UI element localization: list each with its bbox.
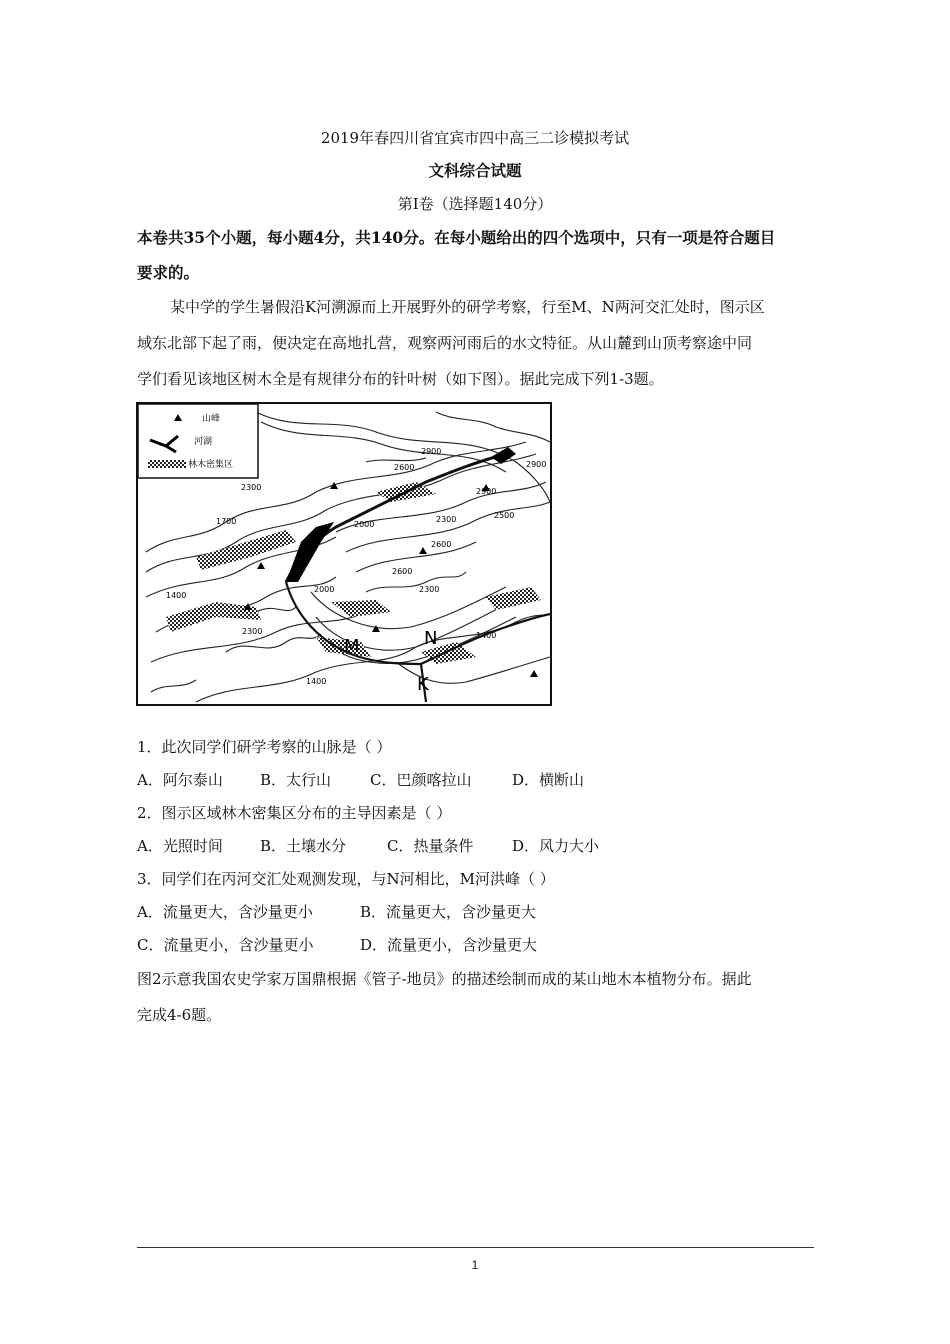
contour-label: 1400	[476, 631, 497, 640]
contour-label: 2300	[242, 627, 263, 636]
river-label-k: K	[417, 674, 429, 695]
q1-option-d[interactable]: D．横断山	[512, 771, 585, 789]
question-1-stem: 1．此次同学们研学考察的山脉是（ ）	[137, 738, 392, 756]
footer-divider	[137, 1247, 814, 1248]
page-number: 1	[471, 1258, 479, 1272]
q1-option-a[interactable]: A．阿尔泰山	[137, 771, 223, 789]
q3-option-c[interactable]: C．流量更小，含沙量更小	[137, 936, 314, 954]
contour-label: 2900	[421, 447, 442, 456]
q3-option-b[interactable]: B．流量更大，含沙量更大	[360, 903, 537, 921]
instructions-line-1: 本卷共35个小题，每小题4分，共140分。在每小题给出的四个选项中，只有一项是符合题目	[137, 228, 776, 247]
question-3-options-row-2	[137, 935, 817, 955]
contour-label: 2600	[392, 567, 413, 576]
contour-label: 2600	[431, 540, 452, 549]
contour-label: 2600	[394, 463, 415, 472]
contour-label: 2000	[354, 520, 375, 529]
question-2-options	[137, 836, 817, 856]
contour-label: 2500	[494, 511, 515, 520]
contour-label: 1400	[306, 677, 327, 686]
contour-label: 2900	[476, 487, 497, 496]
q1-option-c[interactable]: C．巴颜喀拉山	[370, 771, 472, 789]
contour-label: 2300	[436, 515, 457, 524]
q2-option-b[interactable]: B．土壤水分	[260, 837, 347, 855]
q3-option-a[interactable]: A．流量更大，含沙量更小	[137, 903, 313, 921]
passage1-line-1: 某中学的学生暑假沿K河溯源而上开展野外的研学考察，行至M、N两河交汇处时，图示区	[170, 298, 765, 316]
q2-option-a[interactable]: A．光照时间	[137, 837, 223, 855]
topographic-map	[136, 402, 552, 706]
contour-label: 2300	[419, 585, 440, 594]
q3-option-d[interactable]: D．流量更小，含沙量更大	[360, 936, 538, 954]
contour-label: 2300	[241, 483, 262, 492]
passage2-line-1: 图2示意我国农史学家万国鼎根据《管子-地员》的描述绘制而成的某山地木本植物分布。据此	[137, 970, 752, 988]
question-3-options-row-1	[137, 902, 817, 922]
contour-label: 1700	[216, 517, 237, 526]
contour-label: 2900	[526, 460, 547, 469]
river-label-n: N	[424, 628, 438, 649]
subject-title: 文科综合试题	[428, 161, 522, 180]
question-1-options	[137, 770, 817, 790]
passage1-line-3: 学们看见该地区树木全是有规律分布的针叶树（如下图）。据此完成下列1-3题。	[137, 370, 664, 388]
passage2-line-2: 完成4-6题。	[137, 1006, 222, 1024]
contour-label: 2000	[314, 585, 335, 594]
question-2-stem: 2．图示区域林木密集区分布的主导因素是（ ）	[137, 804, 452, 822]
river-label-m: M	[344, 636, 360, 657]
q2-option-d[interactable]: D．风力大小	[512, 837, 600, 855]
question-3-stem: 3．同学们在丙河交汇处观测发现，与N河相比，M河洪峰（ ）	[137, 870, 555, 888]
exam-title: 2019年春四川省宜宾市四中高三二诊模拟考试	[320, 129, 630, 147]
q2-option-c[interactable]: C．热量条件	[387, 837, 474, 855]
contour-label: 1400	[166, 591, 187, 600]
passage1-line-2: 域东北部下起了雨，便决定在高地扎营，观察两河雨后的水文特征。从山麓到山顶考察途中同	[137, 334, 753, 352]
legend-peak-label: 山峰	[202, 414, 221, 424]
q1-option-b[interactable]: B．太行山	[260, 771, 332, 789]
legend-forest-label: 林木密集区	[188, 460, 234, 470]
section-title: 第Ⅰ卷（选择题140分）	[397, 195, 553, 213]
instructions-line-2: 要求的。	[137, 263, 200, 282]
legend-river-label: 河湖	[194, 437, 213, 447]
